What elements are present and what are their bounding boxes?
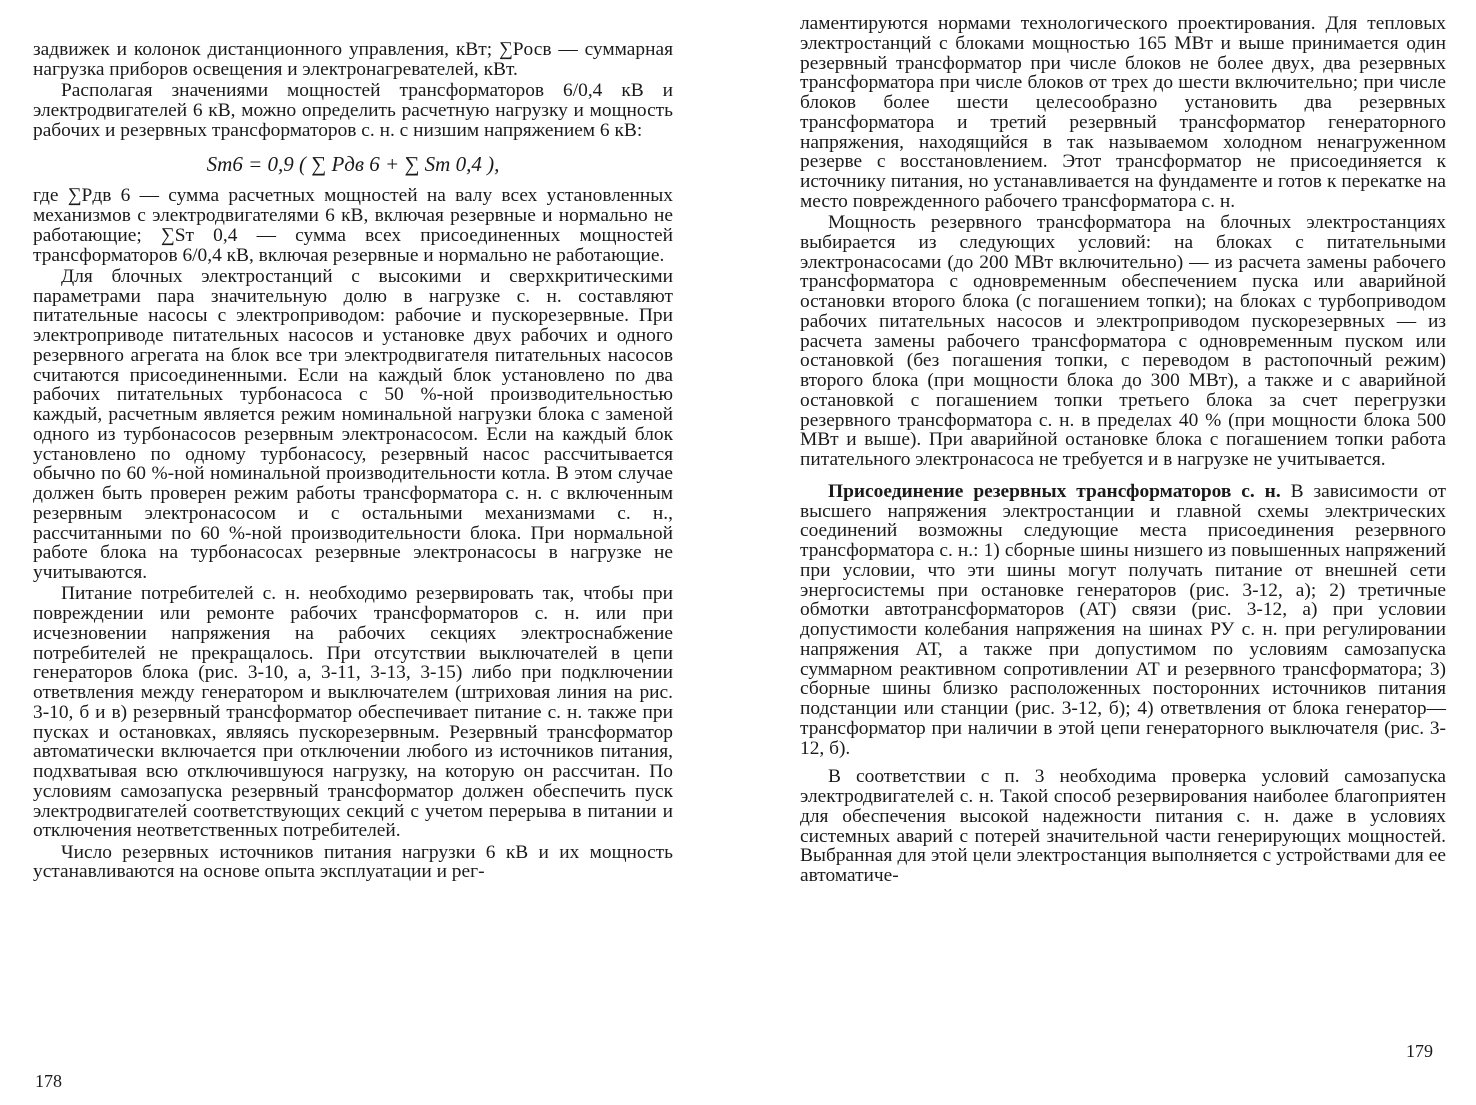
paragraph: Питание потребителей с. н. необходимо резервировать так, чтобы при повреждении или ремонте рабочих трансформаторов с. н. или при исчезновении напряжения на рабочих секциях электроснабжение потребителей не прекращалось. При отсутствии выключателей в цепи генераторов блока (рис. 3-10, а, 3-11, 3-13, 3-15) либо при подключении ответвления между генератором и выключателем (штриховая линия на рис. 3-10, б и в) резервный трансформатор обеспечивает питание с. н. также при пусках и остановках, являясь пускорезервным. Резервный трансформатор автоматически включается при отключении любого из источников питания, подхватывая всю отключившуюся нагрузку, на которую он рассчитан. По условиям самозапуска резервный трансформатор должен обеспечить пуск электродвигателей соответствующих секций с учетом перерыва в питании и отключения неответственных потребителей. (33, 583, 673, 842)
paragraph: В соответствии с п. 3 необходима проверка условий самозапуска электродвигателей с. н. Такой способ резервирования наиболее благоприятен для обеспечения высокой надежности питания с. н. даже в условиях системных аварий с потерей значительной части генерирующих мощностей. Выбранная для этой цели электростанция выполняется с устройствами для ее автоматиче- (800, 766, 1446, 886)
paragraph: ламентируются нормами технологического проектирования. Для тепловых электростанций с блоками мощностью 165 МВт и выше принимается один резервный трансформатор при числе блоков не более двух, два резервных трансформатора при числе блоков от трех до шести включительно; при числе блоков более шести целесообразно установить два резервных трансформатора и третий резервный трансформатор генераторного напряжения, находящийся в так называемом холодном ненагруженном резерве с восстановлением. Этот трансформатор не присоединяется к источнику питания, но устанавливается на фундаменте и готов к перекатке на место поврежденного рабочего трансформатора с. н. (800, 13, 1446, 212)
section-heading: Присоединение резервных трансформаторов с. н. (828, 480, 1281, 502)
paragraph: Мощность резервного трансформатора на блочных электростанциях выбирается из следующих условий: на блоках с питательными электронасосами (до 200 МВт включительно) — из расчета замены рабочего трансформатора с одновременным обеспечением пуска или аварийной остановки второго блока (с погашением топки); на блоках с турбоприводом рабочих питательных насосов и электроприводом пускорезервных — из расчета замены рабочего трансформатора с одновременным пуском или остановкой (без погашения топки, с переводом в растопочный режим) второго блока (при мощности блока до 300 МВт), а также и с аварийной остановкой с погашением топки третьего блока за счет перегрузки резервного трансформатора с. н. в пределах 40 % (при мощности блока 500 МВт и выше). При аварийной остановке блока с погашением топки работа питательного электронасоса не требуется и в нагрузке не учитывается. (800, 212, 1446, 470)
formula: Sт6 = 0,9 ( ∑ Pдв 6 + ∑ Sт 0,4 ), (206, 152, 500, 177)
paragraph: Располагая значениями мощностей трансформаторов 6/0,4 кВ и электродвигателей 6 кВ, можно определить расчетную нагрузку и мощность рабочих и резервных трансформаторов с. н. с низшим напряжением 6 кВ: (33, 80, 673, 141)
page-number: 179 (1406, 1041, 1433, 1061)
page-number: 178 (35, 1071, 62, 1091)
paragraph: задвижек и колонок дистанционного управления, кВт; ∑Pосв — суммарная нагрузка приборов освещения и электронагревателей, кВт. (33, 39, 673, 80)
right-page (738, 0, 1476, 1105)
paragraph-text: В зависимости от высшего напряжения электростанции и главной схемы электрических соединений возможны следующие места присоединения резервного трансформатора с. н.: 1) сборные шины низшего из повышенных напряжений при условии, что эти шины могут получать питание от внешней сети энергосистемы при остановке генераторов (рис. 3-12, а); 2) третичные обмотки автотрансформаторов (АТ) связи (рис. 3-12, а) при условии допустимости колебания напряжения на шинах РУ с. н. при регулировании напряжения АТ, а также при допустимом по условиям самозапуска суммарном реактивном сопротивлении АТ и резервного трансформатора; 3) сборные шины близко расположенных посторонних источников питания подстанции или станции (рис. 3-12, б); 4) ответвления от блока генератор—трансформатор при наличии в этой цепи генераторного выключателя (рис. 3-12, б). (800, 480, 1446, 759)
right-text-column (800, 14, 1446, 887)
left-text-column (33, 40, 673, 884)
paragraph-with-heading (800, 482, 1446, 759)
paragraph: где ∑Pдв 6 — сумма расчетных мощностей на валу всех установленных механизмов с электродвигателями 6 кВ, включая резервные и нормально не работающие; ∑Sт 0,4 — сумма всех присоединенных мощностей трансформаторов 6/0,4 кВ, включая резервные и нормально не работающие. (33, 185, 673, 266)
paragraph: Для блочных электростанций с высокими и сверхкритическими параметрами пара значительную долю в нагрузке с. н. составляют питательные насосы с электроприводом: рабочие и пускорезервные. При электроприводе питательных насосов и установке двух рабочих и одного резервного агрегата на блок все три электродвигателя питательных насосов считаются присоединенными. Если на каждый блок установлено по два рабочих питательных турбонасоса с 50 %-ной производительностью каждый, расчетным является режим номинальной нагрузки блока с заменой одного из турбонасосов резервным электронасосом. Если на каждый блок установлено по одному турбонасосу, резервный насос рассчитывается обычно по 60 %-ной номинальной производительности котла. В этом случае должен быть проверен режим работы трансформатора с. н. с включенным резервным электронасосом и с остальными механизмами с. н., рассчитанными по 60 %-ной производительности блока. При нормальной работе блока на турбонасосах резервные электронасосы в нагрузке не учитываются. (33, 265, 673, 583)
paragraph: Число резервных источников питания нагрузки 6 кВ и их мощность устанавливаются на основе опыта эксплуатации и рег- (33, 841, 673, 883)
